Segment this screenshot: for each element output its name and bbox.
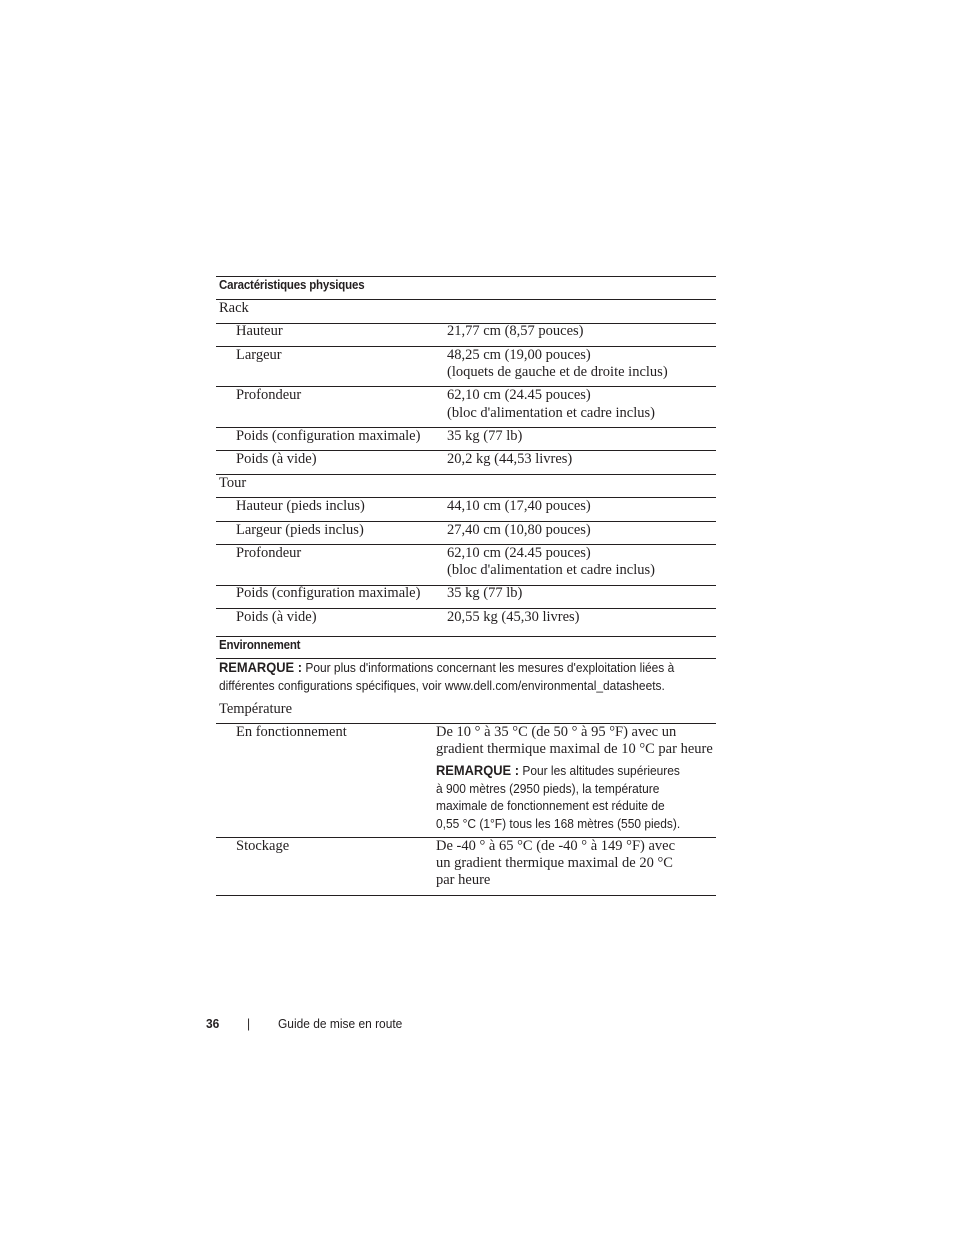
note-label: REMARQUE : [219,659,303,675]
note-text: différentes configurations spécifiques, voir [219,677,445,693]
row-value: gradient thermique maximal de 10 °C par heure [436,741,713,757]
footer-title: Guide de mise en route [278,1016,403,1031]
row-name: Profondeur [236,387,302,403]
row-value-detail: (bloc d'alimentation et cadre inclus) [447,562,655,578]
row-value: par heure [436,872,491,888]
row-name: Hauteur [236,323,283,339]
rule [216,474,716,475]
row-name: Largeur [236,347,282,363]
row-value: 20,55 kg (45,30 livres) [447,609,580,625]
note-text: 0,55 °C (1°F) tous les 168 mètres (550 pieds). [436,815,681,831]
row-name: Poids (à vide) [236,609,317,625]
group-label-tour: Tour [219,475,247,491]
row-name: Poids (à vide) [236,451,317,467]
row-value: 27,40 cm (10,80 pouces) [447,522,591,538]
row-value-detail: (bloc d'alimentation et cadre inclus) [447,405,655,421]
note-text: Pour les altitudes supérieures [522,763,680,778]
datasheets-link[interactable]: www.dell.com/environmental_datasheets [444,677,662,693]
row-name: Stockage [236,838,290,854]
row-name: En fonctionnement [236,724,347,740]
note-text: à 900 mètres (2950 pieds), la température [436,780,660,796]
note-text: . [661,677,665,693]
footer-separator: | [247,1016,251,1031]
row-value-detail: (loquets de gauche et de droite inclus) [447,364,668,380]
row-value: 62,10 cm (24.45 pouces) [447,387,591,403]
group-label-rack: Rack [219,300,249,316]
group-label-temperature: Température [219,701,293,717]
row-value: un gradient thermique maximal de 20 °C [436,855,673,871]
row-value: De 10 ° à 35 °C (de 50 ° à 95 °F) avec un [436,724,677,740]
section-title-physical: Caractéristiques physiques [219,278,365,292]
row-value: 62,10 cm (24.45 pouces) [447,545,591,561]
row-value: De -40 ° à 65 °C (de -40 ° à 149 °F) avec [436,838,676,854]
section-title-environment: Environnement [219,638,301,652]
row-name: Poids (configuration maximale) [236,428,421,444]
row-name: Poids (configuration maximale) [236,585,421,601]
rule [216,299,716,300]
row-value: 35 kg (77 lb) [447,585,523,601]
note-operating [436,762,680,832]
note-environment [219,659,674,694]
row-value: 44,10 cm (17,40 pouces) [447,498,591,514]
table-top-rule [216,276,716,277]
note-text: Pour plus d'informations concernant les mesures d'exploitation liées à [305,660,675,675]
page-number: 36 [206,1016,220,1031]
rule [216,636,716,637]
row-value: 20,2 kg (44,53 livres) [447,451,573,467]
table-bottom-rule [216,895,716,896]
row-name: Largeur (pieds inclus) [236,522,364,538]
note-text: maximale de fonctionnement est réduite de [436,798,665,813]
row-name: Hauteur (pieds inclus) [236,498,365,514]
note-label: REMARQUE : [436,762,520,778]
row-value: 21,77 cm (8,57 pouces) [447,323,584,339]
row-name: Profondeur [236,545,302,561]
row-value: 35 kg (77 lb) [447,428,523,444]
row-value: 48,25 cm (19,00 pouces) [447,347,591,363]
